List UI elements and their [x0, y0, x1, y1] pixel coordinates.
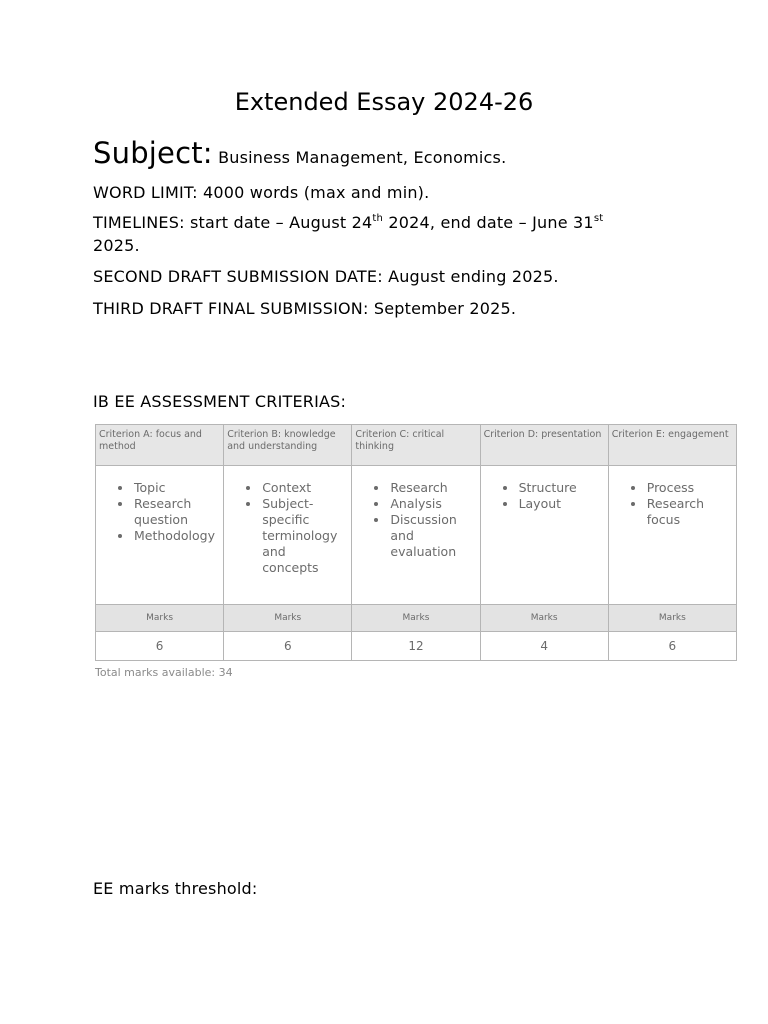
marks-threshold-heading: EE marks threshold:	[93, 879, 258, 898]
criterion-a-items	[96, 466, 224, 605]
criteria-items-row	[96, 466, 737, 605]
total-marks: Total marks available: 34	[95, 666, 233, 679]
criterion-e-items	[608, 466, 736, 605]
criterion-d-header: Criterion D: presentation	[480, 425, 608, 466]
list-item: • Research question	[133, 496, 223, 528]
criterion-c-header: Criterion C: critical thinking	[352, 425, 480, 466]
list-item: • Analysis	[389, 496, 479, 512]
timelines-line	[93, 213, 603, 232]
list-item: • Research	[389, 480, 479, 496]
timelines-sup-1: th	[372, 213, 384, 224]
marks-value-row	[96, 632, 737, 661]
subject-value: Business Management, Economics.	[212, 148, 507, 167]
marks-label: Marks	[352, 605, 480, 632]
criterion-c-marks: 12	[352, 632, 480, 661]
timelines-line-2: 2025.	[93, 236, 140, 255]
criterion-d-marks: 4	[480, 632, 608, 661]
criterion-b-items	[224, 466, 352, 605]
list-item: • Structure	[518, 480, 608, 496]
list-item: • Process	[646, 480, 736, 496]
list-item: • Topic	[133, 480, 223, 496]
criteria-heading: IB EE ASSESSMENT CRITERIAS:	[93, 392, 347, 411]
criterion-e-header: Criterion E: engagement	[608, 425, 736, 466]
criterion-b-header: Criterion B: knowledge and understanding	[224, 425, 352, 466]
timelines-text-1: TIMELINES: start date – August 24	[93, 213, 373, 232]
third-draft-date: THIRD DRAFT FINAL SUBMISSION: September 2025.	[93, 299, 517, 318]
subject-label: Subject:	[93, 136, 213, 170]
criterion-a-marks: 6	[96, 632, 224, 661]
timelines-sup-2: st	[593, 213, 604, 224]
assessment-criteria-table	[95, 424, 737, 660]
criterion-a-header: Criterion A: focus and method	[96, 425, 224, 466]
list-item: • Discussion and evaluation	[389, 512, 460, 560]
marks-label: Marks	[608, 605, 736, 632]
criterion-c-items	[352, 466, 480, 605]
second-draft-date: SECOND DRAFT SUBMISSION DATE: August ending 2025.	[93, 267, 559, 286]
marks-label-row	[96, 605, 737, 632]
list-item: • Subject-specific terminology and concepts	[261, 496, 340, 576]
document-title: Extended Essay 2024-26	[234, 88, 534, 116]
marks-label: Marks	[224, 605, 352, 632]
marks-label: Marks	[96, 605, 224, 632]
criteria-table	[95, 424, 737, 661]
marks-label: Marks	[480, 605, 608, 632]
criterion-e-marks: 6	[608, 632, 736, 661]
word-limit: WORD LIMIT: 4000 words (max and min).	[93, 183, 430, 202]
criterion-d-items	[480, 466, 608, 605]
list-item: • Methodology	[133, 528, 223, 544]
list-item: • Layout	[518, 496, 608, 512]
criteria-header-row	[96, 425, 737, 466]
subject-line	[93, 136, 506, 170]
timelines-text-2: 2024, end date – June 31	[383, 213, 594, 232]
list-item: • Context	[261, 480, 351, 496]
criterion-b-marks: 6	[224, 632, 352, 661]
list-item: • Research focus	[646, 496, 707, 528]
